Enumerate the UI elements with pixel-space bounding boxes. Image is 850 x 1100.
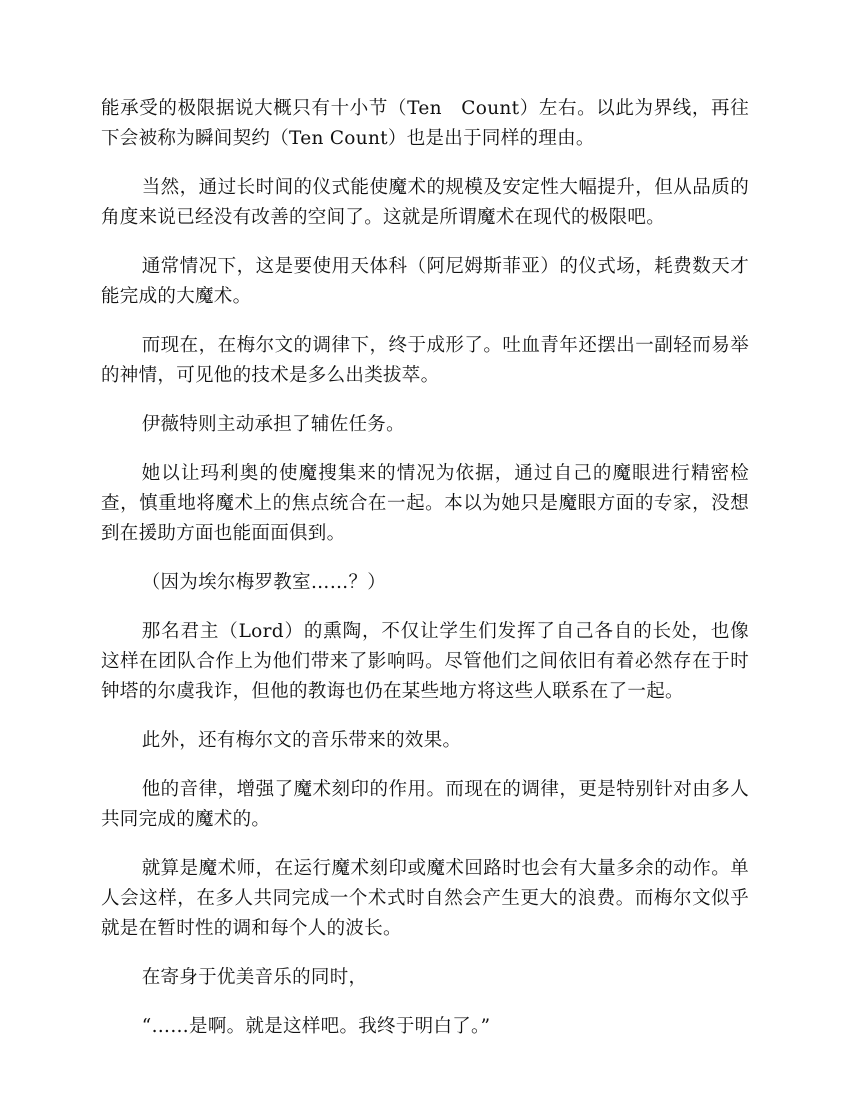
paragraph: “……是啊。就是这样吧。我终于明白了。” (141, 1016, 491, 1037)
paragraph: 通常情况下，这是要使用天体科（阿尼姆斯菲亚）的仪式场，耗费数天才能完成的大魔术。 (101, 256, 749, 307)
paragraph: （因为埃尔梅罗教室……？） (141, 572, 387, 593)
paragraph: 那名君主（Lord）的熏陶，不仅让学生们发挥了自己各自的长处，也像这样在团队合作上为他们带来了影响吗。尽管他们之间依旧有着必然存在于时钟塔的尔虞我诈，但他的教诲也仍在某些地方将这些人联系在了一起。 (101, 621, 749, 702)
paragraph: 而现在，在梅尔文的调律下，终于成形了。吐血青年还摆出一副轻而易举的神情，可见他的技术是多么出类拔萃。 (101, 335, 749, 386)
paragraph: 伊薇特则主动承担了辅佐任务。 (141, 414, 405, 435)
paragraph: 此外，还有梅尔文的音乐带来的效果。 (141, 730, 462, 751)
paragraph: 她以让玛利奥的使魔搜集来的情况为依据，通过自己的魔眼进行精密检查，慎重地将魔术上的焦点统合在一起。本以为她只是魔眼方面的专家，没想到在援助方面也能面面俱到。 (101, 463, 749, 544)
paragraph: 就算是魔术师，在运行魔术刻印或魔术回路时也会有大量多余的动作。单人会这样，在多人共同完成一个术式时自然会产生更大的浪费。而梅尔文似乎就是在暂时性的调和每个人的波长。 (101, 858, 749, 939)
paragraph: 能承受的极限据说大概只有十小节（Ten Count）左右。以此为界线，再往下会被称为瞬间契约（Ten Count）也是出于同样的理由。 (101, 98, 749, 149)
paragraph: 他的音律，增强了魔术刻印的作用。而现在的调律，更是特别针对由多人共同完成的魔术的。 (101, 779, 749, 830)
paragraph: 当然，通过长时间的仪式能使魔术的规模及安定性大幅提升，但从品质的角度来说已经没有改善的空间了。这就是所谓魔术在现代的极限吧。 (101, 177, 749, 228)
document-page (101, 94, 749, 1061)
paragraph: 在寄身于优美音乐的同时， (141, 967, 368, 988)
